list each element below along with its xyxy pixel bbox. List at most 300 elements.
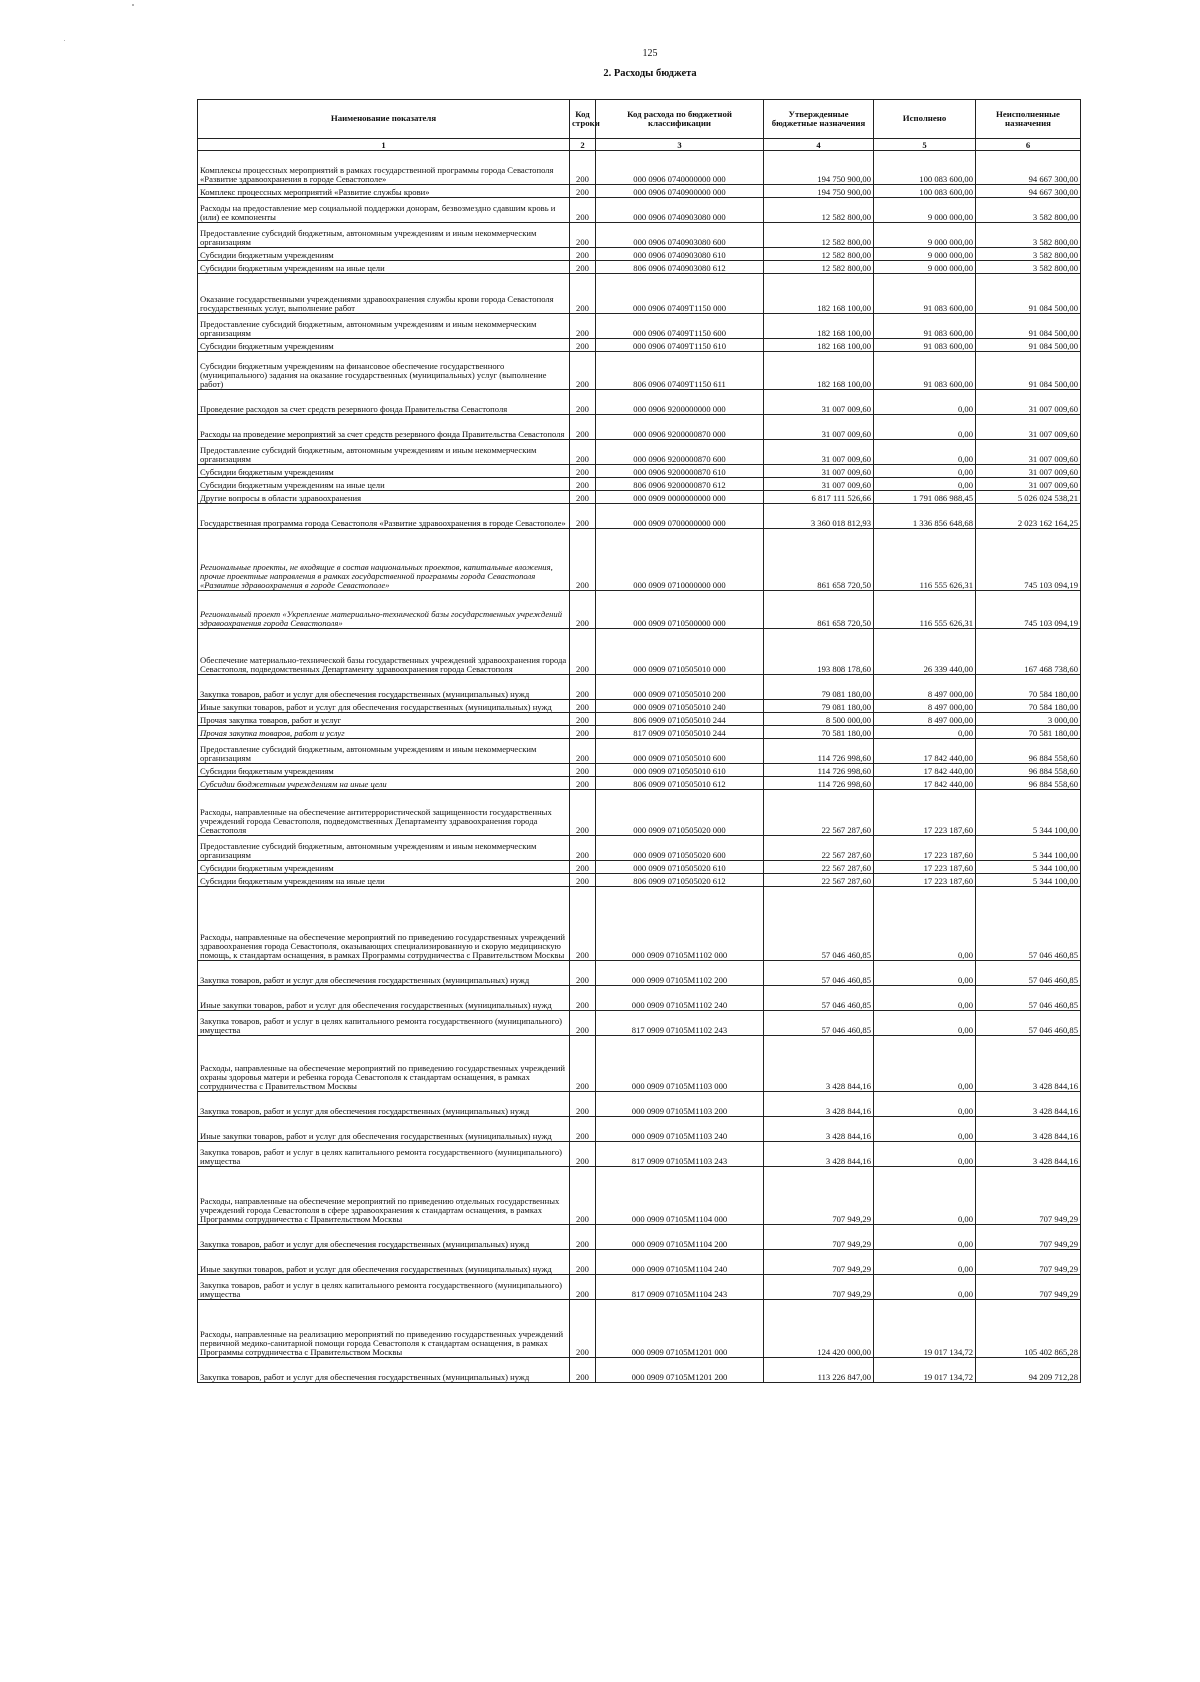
table-cell-name: Закупка товаров, работ и услуг для обеспечения государственных (муниципальных) нужд (198, 675, 570, 700)
table-cell-unexecuted: 745 103 094,19 (976, 591, 1081, 629)
table-row (198, 1250, 1081, 1275)
table-cell-unexecuted: 57 046 460,85 (976, 961, 1081, 986)
table-cell-approved: 12 582 800,00 (764, 261, 874, 274)
table-row (198, 961, 1081, 986)
table-cell-line-code: 200 (570, 861, 596, 874)
header-executed: Исполнено (874, 100, 976, 139)
table-cell-name: Предоставление субсидий бюджетным, автономным учреждениям и иным некоммерческим организациям (198, 440, 570, 465)
table-cell-approved: 6 817 111 526,66 (764, 491, 874, 504)
table-cell-executed: 9 000 000,00 (874, 248, 976, 261)
table-row (198, 629, 1081, 675)
table-cell-name: Комплексы процессных мероприятий в рамках государственной программы города Севастополя «Развитие здравоохранения в городе Севастополе» (198, 151, 570, 185)
table-cell-executed: 0,00 (874, 465, 976, 478)
header-unexecuted: Неисполненные назначения (976, 100, 1081, 139)
table-cell-line-code: 200 (570, 198, 596, 223)
table-cell-executed: 91 083 600,00 (874, 274, 976, 314)
table-cell-line-code: 200 (570, 440, 596, 465)
table-cell-name: Прочая закупка товаров, работ и услуг (198, 713, 570, 726)
table-cell-executed: 17 223 187,60 (874, 836, 976, 861)
table-row (198, 274, 1081, 314)
table-cell-name: Иные закупки товаров, работ и услуг для обеспечения государственных (муниципальных) нужд (198, 1250, 570, 1275)
table-row (198, 986, 1081, 1011)
table-cell-name: Закупка товаров, работ и услуг для обеспечения государственных (муниципальных) нужд (198, 1092, 570, 1117)
column-number: 3 (596, 139, 764, 151)
table-cell-name: Субсидии бюджетным учреждениям на финансовое обеспечение государственного (муниципального) задания на оказание государственных (муниципальных) услуг (выполнение работ) (198, 352, 570, 390)
table-cell-unexecuted: 3 582 800,00 (976, 261, 1081, 274)
table-cell-unexecuted: 31 007 009,60 (976, 478, 1081, 491)
table-row (198, 529, 1081, 591)
table-row (198, 861, 1081, 874)
table-cell-name: Региональный проект «Укрепление материально-технической базы государственных учреждений здравоохранения города Севастополя» (198, 591, 570, 629)
table-cell-executed: 9 000 000,00 (874, 198, 976, 223)
table-cell-name: Обеспечение материально-технической базы государственных учреждений здравоохранения города Севастополя, подведомственных Департаменту здравоохранения города Севастополя (198, 629, 570, 675)
table-cell-approved: 57 046 460,85 (764, 961, 874, 986)
table-cell-approved: 22 567 287,60 (764, 836, 874, 861)
table-cell-unexecuted: 91 084 500,00 (976, 274, 1081, 314)
table-cell-approved: 31 007 009,60 (764, 465, 874, 478)
table-cell-classification-code: 000 0906 0740903080 610 (596, 248, 764, 261)
table-cell-executed: 0,00 (874, 986, 976, 1011)
table-row (198, 352, 1081, 390)
table-cell-approved: 3 428 844,16 (764, 1092, 874, 1117)
table-cell-unexecuted: 70 584 180,00 (976, 700, 1081, 713)
table-cell-executed: 17 223 187,60 (874, 861, 976, 874)
table-cell-executed: 17 223 187,60 (874, 790, 976, 836)
table-cell-name: Предоставление субсидий бюджетным, автономным учреждениям и иным некоммерческим организациям (198, 314, 570, 339)
table-cell-line-code: 200 (570, 1275, 596, 1300)
table-cell-line-code: 200 (570, 887, 596, 961)
table-cell-executed: 0,00 (874, 961, 976, 986)
table-cell-line-code: 200 (570, 986, 596, 1011)
table-cell-executed: 19 017 134,72 (874, 1358, 976, 1383)
table-row (198, 777, 1081, 790)
table-cell-name: Оказание государственными учреждениями здравоохранения службы крови города Севастополя государственных услуг, выполнение работ (198, 274, 570, 314)
table-row (198, 248, 1081, 261)
table-cell-name: Расходы, направленные на реализацию мероприятий по приведению государственных учреждений первичной медико-санитарной помощи города Севастополя к стандартам оснащения, в рамках Программы сотрудничества с Правительством Москвы (198, 1300, 570, 1358)
table-row (198, 1275, 1081, 1300)
table-cell-executed: 0,00 (874, 390, 976, 415)
table-cell-unexecuted: 94 667 300,00 (976, 185, 1081, 198)
table-cell-unexecuted: 31 007 009,60 (976, 440, 1081, 465)
table-cell-approved: 22 567 287,60 (764, 790, 874, 836)
table-cell-executed: 100 083 600,00 (874, 185, 976, 198)
table-cell-name: Субсидии бюджетным учреждениям (198, 764, 570, 777)
table-row (198, 790, 1081, 836)
table-cell-line-code: 200 (570, 764, 596, 777)
table-row (198, 887, 1081, 961)
table-cell-executed: 0,00 (874, 1011, 976, 1036)
table-cell-unexecuted: 96 884 558,60 (976, 739, 1081, 764)
table-cell-approved: 124 420 000,00 (764, 1300, 874, 1358)
table-cell-executed: 17 842 440,00 (874, 739, 976, 764)
table-cell-classification-code: 000 0906 9200000870 000 (596, 415, 764, 440)
table-cell-unexecuted: 3 428 844,16 (976, 1092, 1081, 1117)
page-number: 125 (642, 48, 658, 59)
table-cell-name: Субсидии бюджетным учреждениям (198, 339, 570, 352)
table-cell-line-code: 200 (570, 1358, 596, 1383)
table-cell-line-code: 200 (570, 314, 596, 339)
table-cell-executed: 9 000 000,00 (874, 223, 976, 248)
table-row (198, 1225, 1081, 1250)
table-cell-executed: 0,00 (874, 1092, 976, 1117)
table-cell-approved: 3 428 844,16 (764, 1142, 874, 1167)
table-cell-classification-code: 806 0906 0740903080 612 (596, 261, 764, 274)
table-cell-unexecuted: 3 582 800,00 (976, 248, 1081, 261)
table-cell-approved: 12 582 800,00 (764, 248, 874, 261)
table-cell-approved: 57 046 460,85 (764, 1011, 874, 1036)
table-cell-classification-code: 000 0909 0700000000 000 (596, 504, 764, 529)
table-cell-classification-code: 000 0909 07105М1103 240 (596, 1117, 764, 1142)
table-cell-name: Расходы на проведение мероприятий за счет средств резервного фонда Правительства Севастополя (198, 415, 570, 440)
table-cell-unexecuted: 70 584 180,00 (976, 675, 1081, 700)
table-cell-line-code: 200 (570, 261, 596, 274)
table-cell-name: Субсидии бюджетным учреждениям (198, 465, 570, 478)
table-cell-executed: 0,00 (874, 440, 976, 465)
table-row (198, 1358, 1081, 1383)
table-cell-classification-code: 000 0909 07105М1102 000 (596, 887, 764, 961)
table-cell-approved: 707 949,29 (764, 1275, 874, 1300)
table-cell-line-code: 200 (570, 1225, 596, 1250)
table-cell-classification-code: 000 0909 0710000000 000 (596, 529, 764, 591)
table-cell-approved: 114 726 998,60 (764, 777, 874, 790)
table-cell-line-code: 200 (570, 726, 596, 739)
table-cell-unexecuted: 3 000,00 (976, 713, 1081, 726)
table-cell-line-code: 200 (570, 961, 596, 986)
table-cell-unexecuted: 3 428 844,16 (976, 1117, 1081, 1142)
table-cell-line-code: 200 (570, 836, 596, 861)
header-name: Наименование показателя (198, 100, 570, 139)
header-line-code: Код строки (570, 100, 596, 139)
table-cell-approved: 57 046 460,85 (764, 887, 874, 961)
table-cell-line-code: 200 (570, 1011, 596, 1036)
table-cell-classification-code: 000 0906 9200000870 610 (596, 465, 764, 478)
table-row (198, 1011, 1081, 1036)
table-cell-unexecuted: 91 084 500,00 (976, 352, 1081, 390)
table-cell-unexecuted: 96 884 558,60 (976, 764, 1081, 777)
table-cell-approved: 707 949,29 (764, 1250, 874, 1275)
table-cell-unexecuted: 5 344 100,00 (976, 861, 1081, 874)
table-cell-name: Иные закупки товаров, работ и услуг для обеспечения государственных (муниципальных) нужд (198, 700, 570, 713)
table-cell-classification-code: 000 0906 0740900000 000 (596, 185, 764, 198)
table-cell-approved: 182 168 100,00 (764, 274, 874, 314)
table-cell-executed: 8 497 000,00 (874, 700, 976, 713)
table-cell-executed: 0,00 (874, 415, 976, 440)
table-cell-classification-code: 000 0906 0740903080 600 (596, 223, 764, 248)
table-cell-unexecuted: 2 023 162 164,25 (976, 504, 1081, 529)
table-cell-executed: 0,00 (874, 726, 976, 739)
table-cell-name: Субсидии бюджетным учреждениям на иные цели (198, 777, 570, 790)
table-cell-line-code: 200 (570, 1250, 596, 1275)
table-cell-classification-code: 000 0909 07105М1102 200 (596, 961, 764, 986)
table-cell-name: Закупка товаров, работ и услуг для обеспечения государственных (муниципальных) нужд (198, 1358, 570, 1383)
table-cell-classification-code: 000 0906 07409Т1150 600 (596, 314, 764, 339)
table-cell-name: Государственная программа города Севастополя «Развитие здравоохранения в городе Севастополе» (198, 504, 570, 529)
table-cell-unexecuted: 91 084 500,00 (976, 314, 1081, 339)
table-cell-name: Предоставление субсидий бюджетным, автономным учреждениям и иным некоммерческим организациям (198, 223, 570, 248)
table-cell-approved: 31 007 009,60 (764, 440, 874, 465)
table-cell-line-code: 200 (570, 713, 596, 726)
table-cell-classification-code: 817 0909 07105М1104 243 (596, 1275, 764, 1300)
table-cell-line-code: 200 (570, 248, 596, 261)
table-cell-approved: 22 567 287,60 (764, 874, 874, 887)
column-number: 6 (976, 139, 1081, 151)
table-row (198, 1167, 1081, 1225)
table-cell-line-code: 200 (570, 1117, 596, 1142)
table-cell-approved: 57 046 460,85 (764, 986, 874, 1011)
table-cell-approved: 31 007 009,60 (764, 415, 874, 440)
table-cell-line-code: 200 (570, 1167, 596, 1225)
table-cell-approved: 114 726 998,60 (764, 739, 874, 764)
table-cell-unexecuted: 707 949,29 (976, 1167, 1081, 1225)
table-cell-line-code: 200 (570, 465, 596, 478)
table-cell-approved: 31 007 009,60 (764, 390, 874, 415)
table-cell-executed: 0,00 (874, 1142, 976, 1167)
column-number: 2 (570, 139, 596, 151)
table-cell-name: Расходы, направленные на обеспечение антитеррористической защищенности государственных учреждений города Севастополя, подведомственных Департаменту здравоохранения города Севастополя (198, 790, 570, 836)
table-row (198, 223, 1081, 248)
table-cell-executed: 0,00 (874, 1117, 976, 1142)
table-cell-line-code: 200 (570, 739, 596, 764)
table-cell-classification-code: 000 0909 0710505020 000 (596, 790, 764, 836)
table-cell-executed: 91 083 600,00 (874, 339, 976, 352)
table-cell-approved: 22 567 287,60 (764, 861, 874, 874)
table-cell-unexecuted: 707 949,29 (976, 1250, 1081, 1275)
table-cell-classification-code: 000 0909 07105М1104 200 (596, 1225, 764, 1250)
table-cell-classification-code: 000 0909 0000000000 000 (596, 491, 764, 504)
table-cell-executed: 17 842 440,00 (874, 764, 976, 777)
header-classification-code: Код расхода по бюджетной классификации (596, 100, 764, 139)
table-cell-classification-code: 000 0906 9200000000 000 (596, 390, 764, 415)
table-cell-approved: 194 750 900,00 (764, 185, 874, 198)
table-cell-name: Предоставление субсидий бюджетным, автономным учреждениям и иным некоммерческим организациям (198, 739, 570, 764)
table-row (198, 415, 1081, 440)
table-cell-name: Другие вопросы в области здравоохранения (198, 491, 570, 504)
table-cell-classification-code: 000 0906 9200000870 600 (596, 440, 764, 465)
table-cell-unexecuted: 167 468 738,60 (976, 629, 1081, 675)
table-cell-classification-code: 000 0909 0710505010 000 (596, 629, 764, 675)
table-cell-executed: 0,00 (874, 1250, 976, 1275)
table-cell-executed: 8 497 000,00 (874, 675, 976, 700)
table-cell-classification-code: 000 0909 0710505010 600 (596, 739, 764, 764)
table-cell-name: Региональные проекты, не входящие в состав национальных проектов, капитальные вложения, прочие проектные направления в рамках государственной программы города Севастополя «Развитие здравоохранения в городе Севастополе» (198, 529, 570, 591)
table-cell-unexecuted: 94 209 712,28 (976, 1358, 1081, 1383)
table-cell-executed: 116 555 626,31 (874, 591, 976, 629)
table-row (198, 198, 1081, 223)
table-cell-executed: 17 223 187,60 (874, 874, 976, 887)
table-cell-line-code: 200 (570, 675, 596, 700)
table-cell-line-code: 200 (570, 1036, 596, 1092)
table-cell-classification-code: 000 0909 07105М1201 200 (596, 1358, 764, 1383)
table-row (198, 339, 1081, 352)
table-row (198, 1092, 1081, 1117)
table-cell-executed: 17 842 440,00 (874, 777, 976, 790)
table-cell-unexecuted: 745 103 094,19 (976, 529, 1081, 591)
table-cell-line-code: 200 (570, 777, 596, 790)
table-cell-approved: 3 428 844,16 (764, 1117, 874, 1142)
column-number-row (198, 139, 1081, 151)
table-cell-line-code: 200 (570, 415, 596, 440)
table-cell-name: Закупка товаров, работ и услуг для обеспечения государственных (муниципальных) нужд (198, 1225, 570, 1250)
table-cell-approved: 707 949,29 (764, 1167, 874, 1225)
table-cell-executed: 0,00 (874, 1036, 976, 1092)
table-cell-line-code: 200 (570, 151, 596, 185)
table-cell-unexecuted: 31 007 009,60 (976, 390, 1081, 415)
table-row (198, 440, 1081, 465)
table-cell-approved: 194 750 900,00 (764, 151, 874, 185)
table-cell-classification-code: 000 0909 0710505010 200 (596, 675, 764, 700)
table-cell-name: Субсидии бюджетным учреждениям (198, 861, 570, 874)
table-cell-classification-code: 000 0906 0740903080 000 (596, 198, 764, 223)
table-row (198, 478, 1081, 491)
budget-expenses-table (197, 99, 1081, 1383)
table-cell-name: Иные закупки товаров, работ и услуг для обеспечения государственных (муниципальных) нужд (198, 986, 570, 1011)
table-cell-name: Расходы, направленные на обеспечение мероприятий по приведению отдельных государственных учреждений города Севастополя в сфере здравоохранения к стандартам оснащения, в рамках Программы сотрудничества с Правительством Москвы (198, 1167, 570, 1225)
table-cell-classification-code: 000 0909 07105М1103 200 (596, 1092, 764, 1117)
table-cell-approved: 707 949,29 (764, 1225, 874, 1250)
table-row (198, 314, 1081, 339)
table-cell-executed: 1 336 856 648,68 (874, 504, 976, 529)
table-cell-executed: 26 339 440,00 (874, 629, 976, 675)
table-cell-classification-code: 817 0909 07105М1102 243 (596, 1011, 764, 1036)
table-cell-name: Комплекс процессных мероприятий «Развитие службы крови» (198, 185, 570, 198)
table-cell-name: Закупка товаров, работ и услуг в целях капитального ремонта государственного (муниципального) имущества (198, 1011, 570, 1036)
table-cell-classification-code: 806 0909 0710505010 612 (596, 777, 764, 790)
table-cell-unexecuted: 31 007 009,60 (976, 465, 1081, 478)
table-cell-line-code: 200 (570, 529, 596, 591)
table-cell-approved: 31 007 009,60 (764, 478, 874, 491)
table-cell-line-code: 200 (570, 491, 596, 504)
table-row (198, 739, 1081, 764)
table-cell-unexecuted: 31 007 009,60 (976, 415, 1081, 440)
table-cell-executed: 0,00 (874, 887, 976, 961)
table-cell-approved: 182 168 100,00 (764, 339, 874, 352)
table-row (198, 874, 1081, 887)
table-cell-name: Субсидии бюджетным учреждениям на иные цели (198, 874, 570, 887)
table-cell-unexecuted: 707 949,29 (976, 1275, 1081, 1300)
header-row (198, 100, 1081, 139)
table-cell-name: Субсидии бюджетным учреждениям на иные цели (198, 261, 570, 274)
table-cell-name: Субсидии бюджетным учреждениям (198, 248, 570, 261)
table-row (198, 491, 1081, 504)
table-row (198, 1117, 1081, 1142)
table-row (198, 465, 1081, 478)
table-cell-classification-code: 000 0909 0710505010 610 (596, 764, 764, 777)
table-cell-classification-code: 817 0909 07105М1103 243 (596, 1142, 764, 1167)
table-cell-classification-code: 000 0906 07409Т1150 610 (596, 339, 764, 352)
table-cell-name: Закупка товаров, работ и услуг в целях капитального ремонта государственного (муниципального) имущества (198, 1275, 570, 1300)
table-cell-approved: 182 168 100,00 (764, 314, 874, 339)
table-cell-line-code: 200 (570, 339, 596, 352)
table-cell-executed: 91 083 600,00 (874, 352, 976, 390)
table-cell-approved: 193 808 178,60 (764, 629, 874, 675)
table-cell-classification-code: 000 0909 07105М1201 000 (596, 1300, 764, 1358)
table-cell-unexecuted: 5 026 024 538,21 (976, 491, 1081, 504)
column-number: 5 (874, 139, 976, 151)
table-cell-classification-code: 000 0906 0740000000 000 (596, 151, 764, 185)
table-cell-unexecuted: 5 344 100,00 (976, 836, 1081, 861)
table-cell-classification-code: 000 0909 0710505020 600 (596, 836, 764, 861)
table-cell-classification-code: 000 0909 07105М1104 240 (596, 1250, 764, 1275)
table-cell-line-code: 200 (570, 1092, 596, 1117)
table-cell-classification-code: 000 0909 07105М1103 000 (596, 1036, 764, 1092)
table-cell-line-code: 200 (570, 274, 596, 314)
table-cell-line-code: 200 (570, 1300, 596, 1358)
table-cell-executed: 9 000 000,00 (874, 261, 976, 274)
table-cell-approved: 182 168 100,00 (764, 352, 874, 390)
table-cell-classification-code: 806 0909 0710505020 612 (596, 874, 764, 887)
table-cell-approved: 79 081 180,00 (764, 700, 874, 713)
table-cell-name: Субсидии бюджетным учреждениям на иные цели (198, 478, 570, 491)
table-row (198, 726, 1081, 739)
table-row (198, 713, 1081, 726)
table-cell-executed: 116 555 626,31 (874, 529, 976, 591)
table-cell-executed: 1 791 086 988,45 (874, 491, 976, 504)
table-row (198, 675, 1081, 700)
table-cell-line-code: 200 (570, 478, 596, 491)
table-cell-unexecuted: 3 428 844,16 (976, 1142, 1081, 1167)
table-body (198, 151, 1081, 1383)
table-row (198, 390, 1081, 415)
table-cell-executed: 100 083 600,00 (874, 151, 976, 185)
table-row (198, 700, 1081, 713)
table-row (198, 261, 1081, 274)
table-cell-unexecuted: 57 046 460,85 (976, 986, 1081, 1011)
table-cell-executed: 0,00 (874, 478, 976, 491)
table-row (198, 836, 1081, 861)
header-approved: Утвержденные бюджетные назначения (764, 100, 874, 139)
table-cell-classification-code: 817 0909 0710505010 244 (596, 726, 764, 739)
table-cell-executed: 0,00 (874, 1225, 976, 1250)
table-cell-approved: 12 582 800,00 (764, 198, 874, 223)
table-cell-unexecuted: 5 344 100,00 (976, 790, 1081, 836)
table-row (198, 764, 1081, 777)
table-row (198, 185, 1081, 198)
table-cell-classification-code: 806 0909 0710505010 244 (596, 713, 764, 726)
table-cell-line-code: 200 (570, 1142, 596, 1167)
table-cell-name: Проведение расходов за счет средств резервного фонда Правительства Севастополя (198, 390, 570, 415)
table-cell-name: Расходы на предоставление мер социальной поддержки донорам, безвозмездно сдавшим кровь и (или) ее компоненты (198, 198, 570, 223)
table-cell-classification-code: 000 0909 0710500000 000 (596, 591, 764, 629)
table-cell-unexecuted: 105 402 865,28 (976, 1300, 1081, 1358)
table-row (198, 1142, 1081, 1167)
table-cell-line-code: 200 (570, 874, 596, 887)
table-cell-classification-code: 806 0906 9200000870 612 (596, 478, 764, 491)
table-cell-executed: 19 017 134,72 (874, 1300, 976, 1358)
table-cell-name: Прочая закупка товаров, работ и услуг (198, 726, 570, 739)
section-title: 2. Расходы бюджета (603, 68, 697, 79)
table-cell-line-code: 200 (570, 591, 596, 629)
table-row (198, 1036, 1081, 1092)
table-row (198, 151, 1081, 185)
table-cell-approved: 8 500 000,00 (764, 713, 874, 726)
scan-speck (64, 40, 65, 41)
table-cell-name: Закупка товаров, работ и услуг в целях капитального ремонта государственного (муниципального) имущества (198, 1142, 570, 1167)
table-cell-name: Иные закупки товаров, работ и услуг для обеспечения государственных (муниципальных) нужд (198, 1117, 570, 1142)
table-row (198, 1300, 1081, 1358)
scan-speck (132, 4, 134, 6)
table-cell-unexecuted: 3 582 800,00 (976, 198, 1081, 223)
table-cell-executed: 91 083 600,00 (874, 314, 976, 339)
table-cell-executed: 0,00 (874, 1167, 976, 1225)
table-cell-approved: 70 581 180,00 (764, 726, 874, 739)
table-cell-line-code: 200 (570, 629, 596, 675)
table-cell-classification-code: 000 0909 07105М1102 240 (596, 986, 764, 1011)
table-cell-approved: 113 226 847,00 (764, 1358, 874, 1383)
table-cell-approved: 79 081 180,00 (764, 675, 874, 700)
table-cell-unexecuted: 94 667 300,00 (976, 151, 1081, 185)
table-cell-classification-code: 000 0909 0710505020 610 (596, 861, 764, 874)
table-cell-executed: 0,00 (874, 1275, 976, 1300)
